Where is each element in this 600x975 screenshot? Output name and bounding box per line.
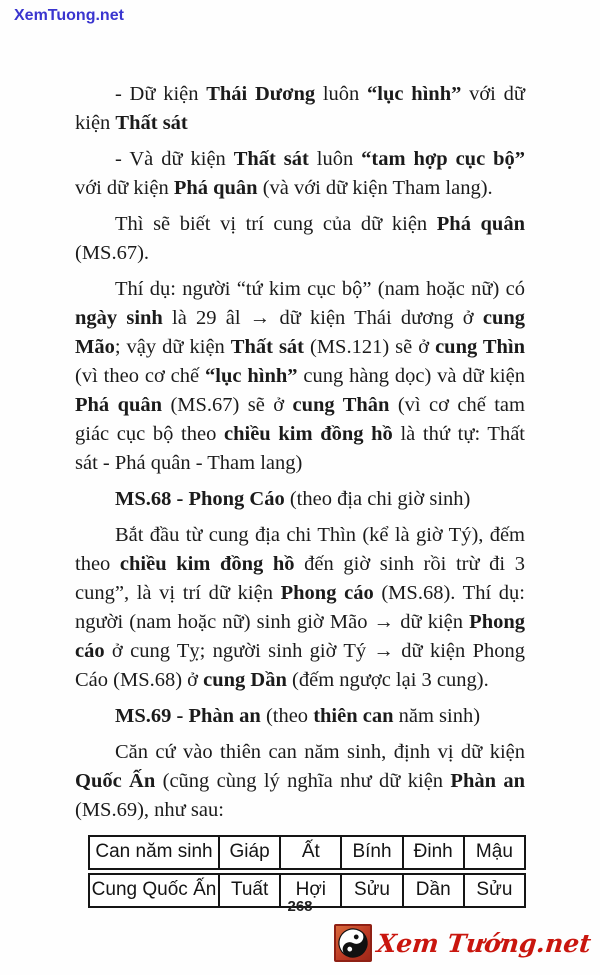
- paragraph: Bắt đầu từ cung địa chi Thìn (kể là giờ Tý), đếm theo chiều kim đồng hồ đến giờ sinh rồi trừ đi 3 cung”, là vị trí dữ kiện Phong cáo (MS.68). Thí dụ: người (nam hoặc nữ) sinh giờ Mão → dữ kiện Phong cáo ở cung Tỵ; người sinh giờ Tý → dữ kiện Phong Cáo (MS.68) ở cung Dần (đếm ngược lại 3 cung).: [75, 524, 525, 691]
- section-heading: MS.68 - Phong Cáo (theo địa chi giờ sinh): [115, 488, 471, 510]
- page-number: 268: [287, 898, 313, 915]
- paragraph: Thì sẽ biết vị trí cung của dữ kiện Phá quân (MS.67).: [75, 213, 525, 264]
- table-cell: Hợi: [279, 875, 340, 906]
- table-cell: Dần: [402, 875, 463, 906]
- paragraph: Căn cứ vào thiên can năm sinh, định vị dữ kiện Quốc Ấn (cũng cùng lý nghĩa như dữ kiện Phàn an (MS.69), như sau:: [75, 741, 526, 821]
- paragraph: - Và dữ kiện Thất sát luôn “tam hợp cục bộ” với dữ kiện Phá quân (và với dữ kiện Tham lang).: [75, 148, 525, 199]
- table-cell: Bính: [340, 837, 401, 868]
- document-body: [75, 80, 525, 908]
- table-cell: Giáp: [218, 837, 279, 868]
- section-heading: MS.69 - Phàn an (theo thiên can năm sinh): [115, 705, 481, 727]
- paragraph: Thí dụ: người “tứ kim cục bộ” (nam hoặc nữ) có ngày sinh là 29 âl → dữ kiện Thái dương ở cung Mão; vậy dữ kiện Thất sát (MS.121) sẽ ở cung Thìn (vì theo cơ chế “lục hình” cung hàng dọc) và dữ kiện Phá quân (MS.67) sẽ ở cung Thân (vì cơ chế tam giác cục bộ theo chiều kim đồng hồ là thứ tự: Thất sát - Phá quân - Tham lang): [75, 278, 526, 474]
- table-cell: Đinh: [402, 837, 463, 868]
- paragraph: - Dữ kiện Thái Dương luôn “lục hình” với dữ kiện Thất sát: [75, 83, 525, 134]
- table-cell: Tuất: [218, 875, 279, 906]
- table-header-cell: Can năm sinh: [95, 841, 213, 862]
- footer-logo-text: Xem Tướng.net: [375, 928, 593, 958]
- table-cell: Sửu: [340, 875, 401, 906]
- table-cell: Mậu: [463, 837, 524, 868]
- table-cell: Sửu: [463, 875, 524, 906]
- table-cell: Ất: [279, 837, 340, 868]
- table-row: [88, 835, 526, 870]
- footer-logo-link[interactable]: [334, 924, 591, 962]
- yin-yang-icon: [334, 924, 372, 962]
- header-site-link[interactable]: XemTuong.net: [14, 7, 124, 24]
- table-header-cell: Cung Quốc Ấn: [91, 879, 217, 900]
